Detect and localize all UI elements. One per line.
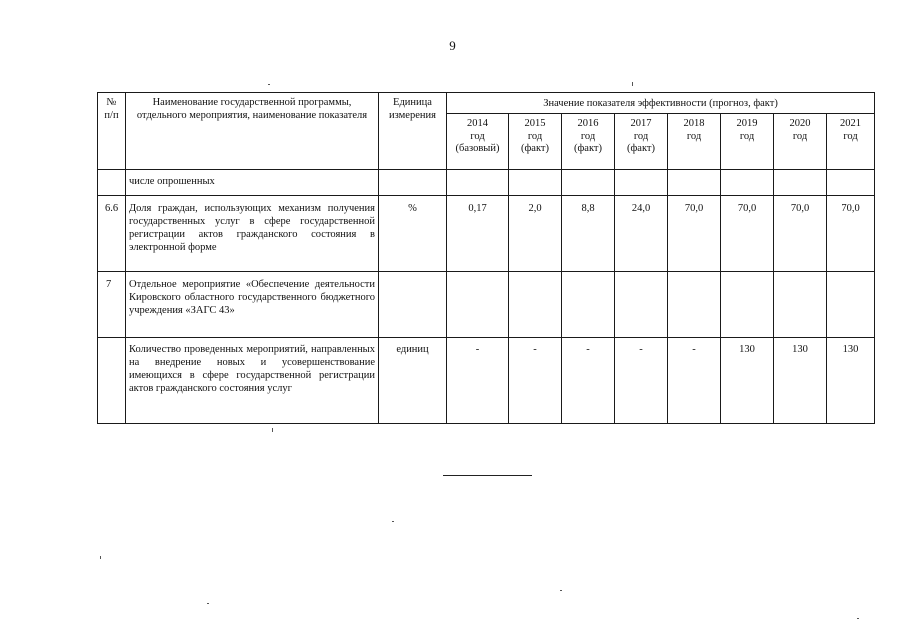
page-number: 9 xyxy=(449,38,456,53)
scan-speck xyxy=(857,618,859,619)
header-row xyxy=(98,93,875,114)
header-year-number: 2018 xyxy=(683,118,705,129)
header-year-number: 2017 xyxy=(630,118,652,129)
row-number: 7 xyxy=(98,272,126,338)
row-number xyxy=(98,338,126,424)
header-year-note: (факт) xyxy=(520,143,549,154)
scan-speck xyxy=(100,556,101,559)
row-value xyxy=(509,170,562,196)
row-value xyxy=(668,170,721,196)
header-unit: Единица измерения xyxy=(379,93,447,170)
row-value: 130 xyxy=(721,338,774,424)
row-name: числе опрошенных xyxy=(126,170,379,196)
row-value: - xyxy=(615,338,668,424)
row-value: 130 xyxy=(827,338,875,424)
header-year-note: (факт) xyxy=(573,143,602,154)
scan-speck xyxy=(272,428,273,432)
row-value: - xyxy=(562,338,615,424)
row-number xyxy=(98,170,126,196)
row-value: 70,0 xyxy=(827,196,875,272)
header-year-label: год xyxy=(633,130,649,142)
row-value xyxy=(668,272,721,338)
row-value xyxy=(447,170,509,196)
row-value xyxy=(447,272,509,338)
table-row xyxy=(98,272,875,338)
header-year-label: год xyxy=(527,130,543,142)
scan-speck xyxy=(392,521,394,522)
row-value: 24,0 xyxy=(615,196,668,272)
header-name: Наименование государственной программы, отдельного мероприятия, наименование показателя xyxy=(126,93,379,170)
header-year-number: 2020 xyxy=(789,118,811,129)
header-year-label: год xyxy=(739,130,755,142)
row-unit xyxy=(379,272,447,338)
header-year xyxy=(562,114,615,170)
row-unit: % xyxy=(379,196,447,272)
header-values-group: Значение показателя эффективности (прогноз, факт) xyxy=(447,93,875,114)
row-value xyxy=(827,170,875,196)
row-value xyxy=(774,272,827,338)
header-year xyxy=(509,114,562,170)
row-value: - xyxy=(509,338,562,424)
header-year-note: (факт) xyxy=(626,143,655,154)
row-unit: единиц xyxy=(379,338,447,424)
table-row xyxy=(98,338,875,424)
header-year-label: год xyxy=(843,130,858,142)
header-year-number: 2015 xyxy=(524,118,546,129)
row-value xyxy=(827,272,875,338)
row-value: 2,0 xyxy=(509,196,562,272)
header-year xyxy=(447,114,509,170)
header-year-label: год xyxy=(470,130,485,142)
row-value xyxy=(562,170,615,196)
header-year-number: 2019 xyxy=(736,118,758,129)
row-number: 6.6 xyxy=(98,196,126,272)
row-name: Отдельное мероприятие «Обеспечение деятельности Кировского областного государственного бюджетного учреждения «ЗАГС 43» xyxy=(126,272,379,338)
row-value: 70,0 xyxy=(774,196,827,272)
row-value: 70,0 xyxy=(668,196,721,272)
row-value: 8,8 xyxy=(562,196,615,272)
header-year xyxy=(668,114,721,170)
header-year-label: год xyxy=(792,130,808,142)
header-year-note: (базовый) xyxy=(455,143,500,154)
footer-separator-line xyxy=(443,475,532,476)
scan-speck xyxy=(560,590,562,591)
row-value: 70,0 xyxy=(721,196,774,272)
header-year-label: год xyxy=(580,130,596,142)
row-value xyxy=(615,272,668,338)
row-value xyxy=(721,272,774,338)
row-name: Доля граждан, использующих механизм получения государственных услуг в сфере государственной регистрации актов гражданского состояния в электронной форме xyxy=(126,196,379,272)
scan-speck xyxy=(268,84,270,85)
row-value xyxy=(774,170,827,196)
row-value xyxy=(615,170,668,196)
header-year-number: 2014 xyxy=(467,118,488,129)
header-number: № п/п xyxy=(98,93,126,170)
row-value xyxy=(509,272,562,338)
row-name: Количество проведенных мероприятий, направленных на внедрение новых и усовершенствование имеющихся в сфере государственной регистрации актов гражданского состояния услуг xyxy=(126,338,379,424)
row-value xyxy=(562,272,615,338)
scan-speck xyxy=(207,603,209,604)
header-year xyxy=(774,114,827,170)
header-year xyxy=(827,114,875,170)
indicators-table xyxy=(97,92,875,424)
header-year-number: 2021 xyxy=(840,118,861,129)
table-row xyxy=(98,170,875,196)
row-value: - xyxy=(447,338,509,424)
table-row xyxy=(98,196,875,272)
row-value: 0,17 xyxy=(447,196,509,272)
header-year-number: 2016 xyxy=(577,118,599,129)
row-value: - xyxy=(668,338,721,424)
row-value xyxy=(721,170,774,196)
scan-speck xyxy=(632,82,633,86)
header-year-label: год xyxy=(686,130,702,142)
row-value: 130 xyxy=(774,338,827,424)
row-unit xyxy=(379,170,447,196)
header-year xyxy=(721,114,774,170)
header-year xyxy=(615,114,668,170)
